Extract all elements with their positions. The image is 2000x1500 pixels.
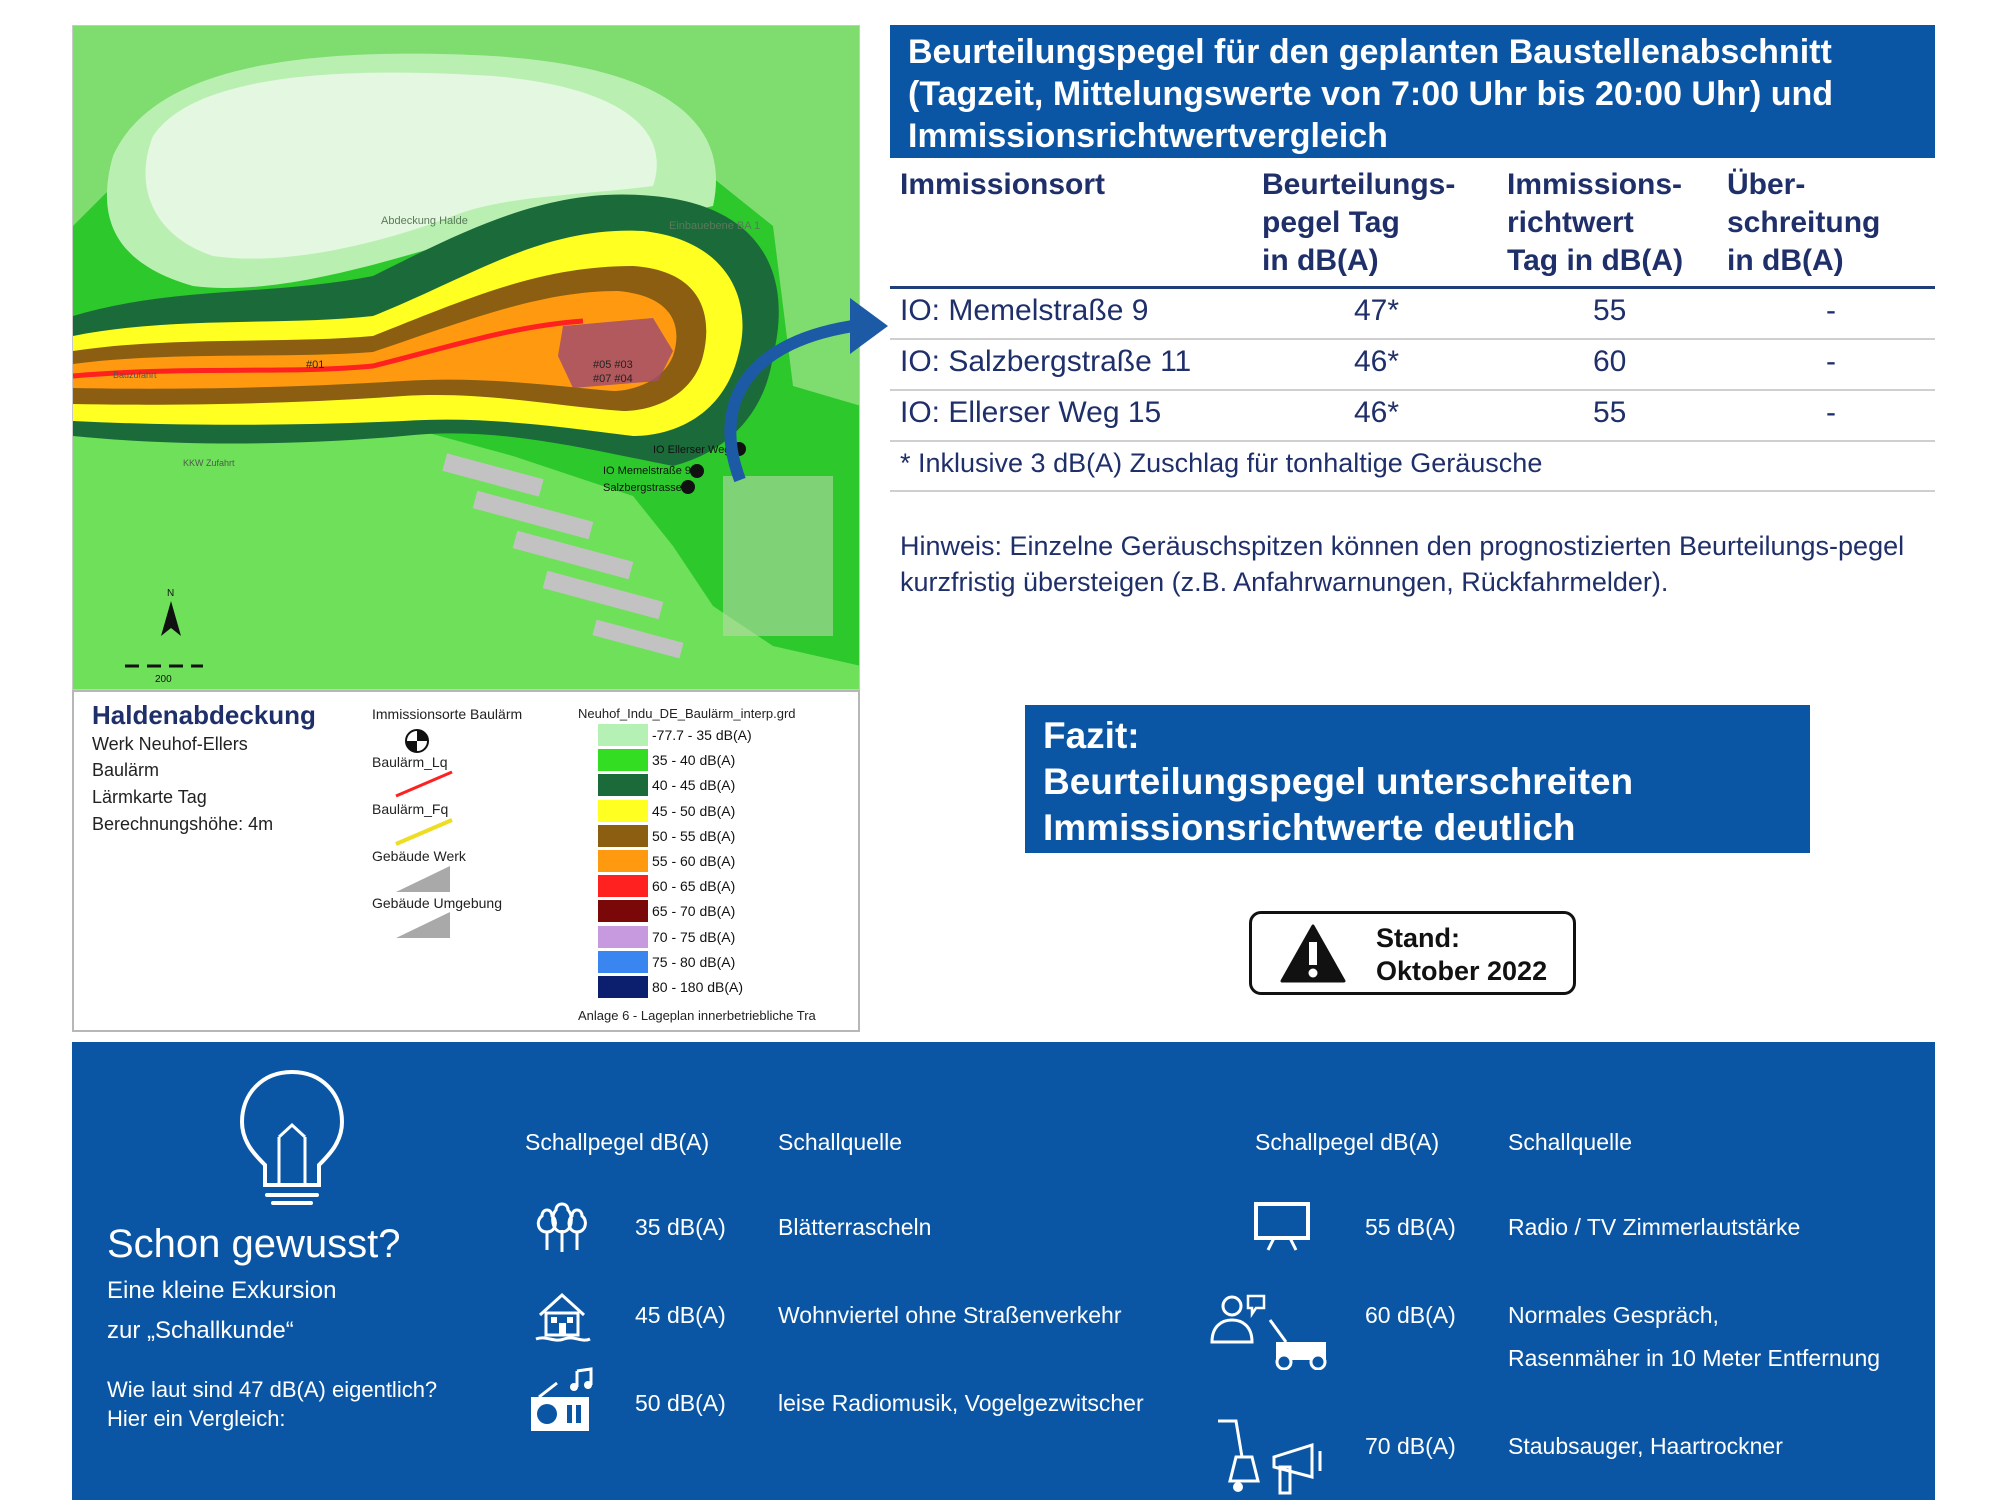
callout-arrow-icon <box>700 280 900 500</box>
fq-line-icon <box>394 818 454 846</box>
right-col-level-header: Schallpegel dB(A) <box>1255 1129 1440 1155</box>
legend-title: Haldenabdeckung <box>92 700 316 730</box>
row-1-level: 47* <box>1354 294 1400 327</box>
stand-badge <box>1249 911 1576 995</box>
radio-icon <box>527 1367 597 1437</box>
legend-range-row <box>598 724 898 746</box>
warning-icon <box>1280 924 1346 984</box>
legend-range-label: 75 - 80 dB(A) <box>652 953 736 970</box>
legend-range-row <box>598 976 898 998</box>
table-header-rule <box>890 286 1935 289</box>
header-level: Beurteilungs- pegel Tag in dB(A) <box>1262 168 1456 277</box>
conclusion-text <box>1043 759 1792 851</box>
legend-range-row <box>598 749 898 771</box>
stand-date: Oktober 2022 <box>1376 956 1548 986</box>
map-label-receiver-1: IO Ellerser Weg <box>653 444 731 456</box>
row-divider <box>890 389 1935 391</box>
right-source-2: Normales Gespräch, <box>1508 1302 1719 1328</box>
table-title: Beurteilungspegel für den geplanten Baustellenabschnitt (Tagzeit, Mittelungswerte von 7:00 Uhr bis 20:00 Uhr) und Immissionsrichtwertvergleich <box>890 25 1935 158</box>
legend-range-row <box>598 951 898 973</box>
info-question-1: Wie laut sind 47 dB(A) eigentlich? <box>107 1377 438 1402</box>
hint-text: Hinweis: Einzelne Geräuschspitzen können den prognostizierten Beurteilungs-pegel kurzfristig übersteigen (z.B. Anfahrwarnungen, Rückfahrmelder). <box>900 531 1905 597</box>
house-icon <box>532 1287 592 1347</box>
map-label-bottom-left: KKW Zufahrt <box>183 458 235 468</box>
header-location: Immissionsort <box>900 168 1106 201</box>
legend-color-swatch <box>598 749 648 771</box>
lightbulb-icon <box>237 1067 347 1207</box>
legend-item-lq: Baulärm_Lq <box>372 754 448 770</box>
stand-label: Stand: <box>1376 923 1460 953</box>
right-source-1: Radio / TV Zimmerlautstärke <box>1508 1214 1801 1240</box>
info-question-2: Hier ein Vergleich: <box>107 1406 286 1431</box>
map-label-zone-2: #07 #04 <box>593 373 633 385</box>
right-source-3: Staubsauger, Haartrockner <box>1508 1433 1783 1459</box>
legend-range-row <box>598 800 898 822</box>
conclusion-box <box>1025 705 1810 853</box>
conclusion-label: Fazit: <box>1043 715 1140 756</box>
row-divider <box>890 338 1935 340</box>
legend-line-4: Berechnungshöhe: 4m <box>92 814 274 834</box>
scale-label: 200 <box>155 674 172 685</box>
legend-range-row <box>598 774 898 796</box>
legend-color-swatch <box>598 900 648 922</box>
left-level-3: 50 dB(A) <box>635 1390 726 1416</box>
legend-color-swatch <box>598 825 648 847</box>
map-label-area-top: Abdeckung Halde <box>381 215 468 227</box>
left-col-level-header: Schallpegel dB(A) <box>525 1129 710 1155</box>
row-1-exceed: - <box>1826 294 1836 327</box>
right-source-2b: Rasenmäher in 10 Meter Entfernung <box>1508 1345 1881 1371</box>
info-subtitle-2: zur „Schallkunde“ <box>107 1317 294 1344</box>
legend-grid-header: Neuhof_Indu_DE_Baulärm_interp.grd <box>578 706 796 721</box>
info-title: Schon gewusst? <box>107 1222 401 1266</box>
legend-color-swatch <box>598 724 648 746</box>
legend-color-swatch <box>598 800 648 822</box>
legend-items-header: Immissionsorte Baulärm <box>372 706 523 722</box>
legend-range-row <box>598 825 898 847</box>
right-col-source-header: Schallquelle <box>1508 1129 1633 1155</box>
map-label-receiver-2: IO Memelstraße 9 <box>603 465 692 477</box>
map-label-line: #01 <box>306 359 325 371</box>
legend-range-label: -77.7 - 35 dB(A) <box>652 727 752 743</box>
legend-range-label: 65 - 70 dB(A) <box>652 903 736 920</box>
legend-range-label: 50 - 55 dB(A) <box>652 827 736 844</box>
legend-range-row <box>598 926 898 948</box>
conclusion-line-1: Beurteilungspegel unterschreiten <box>1043 761 1634 802</box>
legend-range-row <box>598 850 898 872</box>
legend-range-row <box>598 900 898 922</box>
legend-line-1: Werk Neuhof-Ellers <box>92 734 248 754</box>
map-label-area-top-right: Einbauebene BA 1 <box>669 220 761 232</box>
legend-color-swatch <box>598 875 648 897</box>
left-source-2: Wohnviertel ohne Straßenverkehr <box>778 1302 1122 1328</box>
legend-footnote: Anlage 6 - Lageplan innerbetriebliche Tra <box>578 1008 816 1023</box>
lq-line-icon <box>394 770 454 798</box>
legend-line-2: Baulärm <box>92 760 160 780</box>
header-exceed: Über- schreitung in dB(A) <box>1727 168 1881 277</box>
conversation-lawnmower-icon <box>1204 1290 1334 1370</box>
info-subtitle-1: Eine kleine Exkursion <box>107 1277 337 1304</box>
legend-item-fq: Baulärm_Fq <box>372 801 449 817</box>
north-label: N <box>167 588 175 599</box>
left-source-3: leise Radiomusik, Vogelgezwitscher <box>778 1390 1144 1416</box>
left-level-1: 35 dB(A) <box>635 1214 726 1240</box>
legend-range-label: 60 - 65 dB(A) <box>652 878 736 895</box>
map-label-left: Bauzufahrt <box>113 370 157 380</box>
legend-color-swatch <box>598 850 648 872</box>
row-1-limit: 55 <box>1593 294 1627 327</box>
legend-color-swatch <box>598 926 648 948</box>
row-2-level: 46* <box>1354 345 1400 378</box>
row-1-location: IO: Memelstraße 9 <box>900 294 1149 327</box>
trees-icon <box>532 1200 592 1258</box>
legend-color-swatch <box>598 951 648 973</box>
legend-line-3: Lärmkarte Tag <box>92 787 207 807</box>
row-3-exceed: - <box>1826 396 1836 429</box>
conclusion-line-2: Immissionsrichtwerte deutlich <box>1043 807 1576 848</box>
header-limit: Immissions- richtwert Tag in dB(A) <box>1507 168 1684 277</box>
building-surrounding-swatch-icon <box>394 910 454 940</box>
map-legend <box>72 690 860 1032</box>
row-2-exceed: - <box>1826 345 1836 378</box>
right-level-3: 70 dB(A) <box>1365 1433 1456 1459</box>
info-panel <box>72 1042 1935 1500</box>
row-2-location: IO: Salzbergstraße 11 <box>900 345 1192 378</box>
right-level-1: 55 dB(A) <box>1365 1214 1456 1240</box>
tv-icon <box>1252 1200 1312 1254</box>
map-label-zone-1: #05 #03 <box>593 359 633 371</box>
row-3-level: 46* <box>1354 396 1400 429</box>
legend-item-buildings-surrounding: Gebäude Umgebung <box>372 895 502 911</box>
receiver-marker <box>681 480 695 494</box>
legend-range-label: 70 - 75 dB(A) <box>652 928 736 945</box>
row-divider <box>890 440 1935 442</box>
table-footnote: * Inklusive 3 dB(A) Zuschlag für tonhaltige Geräusche <box>900 448 1543 478</box>
legend-item-buildings-plant: Gebäude Werk <box>372 848 466 864</box>
left-level-2: 45 dB(A) <box>635 1302 726 1328</box>
left-source-1: Blätterrascheln <box>778 1214 932 1240</box>
row-3-location: IO: Ellerser Weg 15 <box>900 396 1162 429</box>
legend-range-label: 80 - 180 dB(A) <box>652 979 744 995</box>
left-col-source-header: Schallquelle <box>778 1129 903 1155</box>
legend-range-label: 35 - 40 dB(A) <box>652 752 736 769</box>
row-2-limit: 60 <box>1593 345 1627 378</box>
legend-color-swatch <box>598 774 648 796</box>
receiver-symbol-icon <box>404 728 430 754</box>
row-3-limit: 55 <box>1593 396 1627 429</box>
legend-range-row <box>598 875 898 897</box>
map-label-receiver-3: Salzbergstrasse <box>603 482 682 494</box>
right-level-2: 60 dB(A) <box>1365 1302 1456 1328</box>
vacuum-hairdryer-icon <box>1212 1417 1332 1500</box>
legend-range-label: 45 - 50 dB(A) <box>652 802 736 819</box>
building-plant-swatch-icon <box>394 864 454 894</box>
legend-range-label: 40 - 45 dB(A) <box>652 777 736 794</box>
footnote-divider <box>890 490 1935 492</box>
legend-color-swatch <box>598 976 648 998</box>
legend-range-label: 55 - 60 dB(A) <box>652 853 736 869</box>
